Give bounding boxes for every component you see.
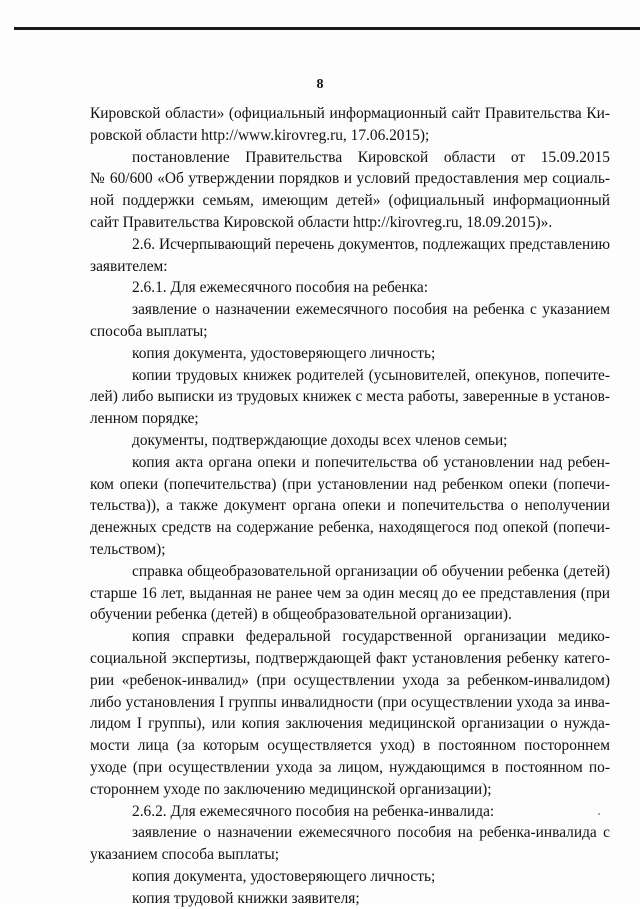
page-number: 8 bbox=[316, 77, 324, 92]
text-line: ной поддержки семьям, имеющим детей» (официальный информационный bbox=[90, 192, 610, 210]
text-line: рии «ребенок-инвалид» (при осуществлении ухода за ребенком-инвалидом) bbox=[90, 671, 610, 689]
text-line: ком опеки (попечительства) (при установлении над ребенком опеки (попечи- bbox=[90, 475, 610, 493]
text-line: постановление Правительства Кировской области от 15.09.2015 bbox=[132, 148, 610, 166]
document-body bbox=[90, 103, 610, 909]
text-line: 2.6.1. Для ежемесячного пособия на ребенка: bbox=[132, 279, 429, 297]
text-line: социальной экспертизы, подтверждающей факт установления ребенку катего- bbox=[90, 649, 610, 667]
text-line: № 60/600 «Об утверждении порядков и условий предоставления мер социаль- bbox=[90, 170, 610, 188]
top-border-rule bbox=[14, 27, 640, 30]
text-line: Кировской области» (официальный информационный сайт Правительства Ки- bbox=[90, 105, 610, 122]
text-line: мости лица (за которым осуществляется уход) в постоянном постороннем bbox=[90, 737, 610, 755]
text-line: 2.6. Исчерпывающий перечень документов, подлежащих представлению bbox=[132, 235, 610, 253]
text-line: обучении ребенка (детей) в общеобразовательной организации). bbox=[90, 606, 512, 624]
text-line: ленном порядке; bbox=[90, 410, 199, 428]
text-line: копия документа, удостоверяющего личность; bbox=[132, 344, 436, 362]
text-line: копия трудовой книжки заявителя; bbox=[132, 889, 360, 907]
text-line: либо установления I группы инвалидности (при осуществлении ухода за инва- bbox=[90, 693, 610, 711]
scan-artifact bbox=[598, 813, 600, 815]
text-line: копия справки федеральной государственной организации медико- bbox=[132, 628, 610, 646]
text-line: копия акта органа опеки и попечительства об установлении над ребен- bbox=[132, 453, 610, 471]
text-line: уходе (при осуществлении ухода за лицом, нуждающимся в постоянном по- bbox=[90, 758, 610, 776]
text-line: лидом I группы), или копия заключения медицинской организации о нужда- bbox=[90, 715, 610, 733]
text-line: документы, подтверждающие доходы всех членов семьи; bbox=[132, 431, 508, 449]
text-line: справка общеобразовательной организации об обучении ребенка (детей) bbox=[132, 562, 610, 580]
text-line: старше 16 лет, выданная не ранее чем за один месяц до ее представления (при bbox=[90, 584, 610, 602]
text-line: указанием способа выплаты; bbox=[90, 846, 280, 864]
text-line: лей) либо выписки из трудовых книжек с места работы, заверенные в установ- bbox=[90, 388, 610, 406]
text-line: 2.6.2. Для ежемесячного пособия на ребенка-инвалида: bbox=[132, 802, 495, 820]
text-line: ровской области http://www.kirovreg.ru, 17.06.2015); bbox=[90, 126, 430, 144]
text-line: заявление о назначении ежемесячного пособия на ребенка с указанием bbox=[132, 301, 610, 319]
text-line: денежных средств на содержание ребенка, находящегося под опекой (попечи- bbox=[90, 519, 610, 537]
text-line: сайт Правительства Кировской области http://kirovreg.ru, 18.09.2015)». bbox=[90, 213, 553, 231]
text-line: тельством); bbox=[90, 540, 166, 558]
text-line: стороннем уходе по заключению медицинской организации); bbox=[90, 780, 492, 798]
text-line: копии трудовых книжек родителей (усыновителей, опекунов, попечите- bbox=[132, 366, 610, 384]
text-line: способа выплаты; bbox=[90, 322, 208, 340]
text-line: заявителем: bbox=[90, 257, 168, 275]
text-line: тельства)), а также документ органа опеки и попечительства о неполучении bbox=[90, 497, 610, 515]
text-line: копия документа, удостоверяющего личность; bbox=[132, 867, 436, 885]
text-line: заявление о назначении ежемесячного пособия на ребенка-инвалида с bbox=[132, 824, 610, 842]
